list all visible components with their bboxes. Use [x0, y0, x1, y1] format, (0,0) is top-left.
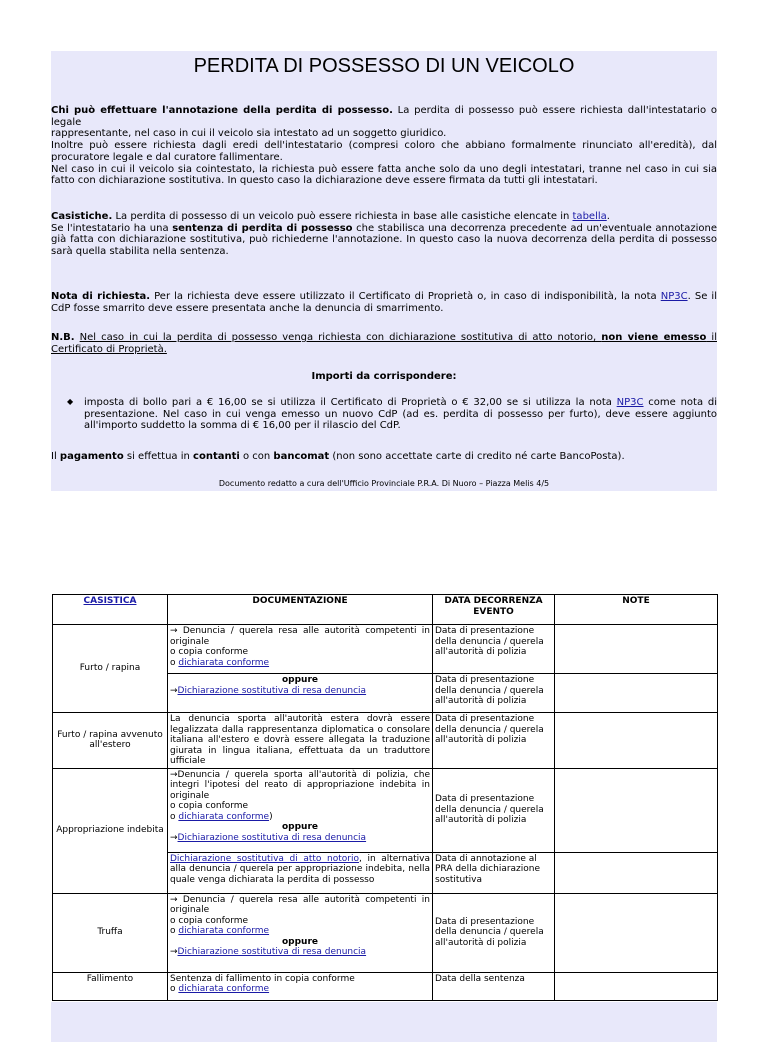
doc-cell: Dichiarazione sostitutiva di atto notorio, in alternativa alla denuncia / querela per appropriazione indebita, nella quale venga dichiarata la perdita di possesso [168, 852, 433, 893]
table-row [53, 713, 718, 769]
importi-bullet-item: imposta di bollo pari a € 16,00 se si utilizza il Certificato di Proprietà o € 32,00 se si utilizza la nota NP3C come nota di presentazione. Nel caso in cui venga emesso un nuovo CdP (ad es. perdita di possesso per furto), deve essere aggiunto all'importo suddetto la somma di € 16,00 per il rilascio del CdP. [84, 397, 717, 432]
casistica-truffa: Truffa [53, 893, 168, 972]
info-panel [51, 51, 717, 491]
data-cell: Data di presentazione della denuncia / querela all'autorità di polizia [433, 713, 555, 769]
data-cell: Data della sentenza [433, 972, 555, 1000]
tabella-link[interactable]: tabella [572, 211, 607, 222]
casistiche-heading: Casistiche. [51, 211, 113, 222]
chi-paragraph: Chi può effettuare l'annotazione della perdita di possesso. La perdita di possesso può essere richiesta dall'intestatario o legale rappresentante, nel caso in cui il veicolo sia intestato ad un soggetto giuridico. Inoltre può essere richiesta dagli eredi dell'intestatario (compresi coloro che abbiano formalmente rinunciato all'eredità), dal procuratore legale e dal curatore fallimentare. Nel caso in cui il veicolo sia cointestato, la richiesta può essere fatta anche solo da uno degli intestatari, tranne nel caso in cui sia fatto con dichiarazione sostitutiva. In questo caso la dichiarazione deve essere firmata da tutti gli intestatari. [51, 105, 717, 187]
chi-heading: Chi può effettuare l'annotazione della perdita di possesso. [51, 105, 393, 116]
footer-note: Documento redatto a cura dell'Ufficio Provinciale P.R.A. Di Nuoro – Piazza Melis 4/5 [218, 479, 550, 488]
doc-cell: oppure →Dichiarazione sostitutiva di resa denuncia [168, 674, 433, 713]
casistica-fallimento: Fallimento [53, 972, 168, 1000]
casistiche-paragraph: Casistiche. La perdita di possesso di un veicolo può essere richiesta in base alle casistiche elencate in tabella. Se l'intestatario ha una sentenza di perdita di possesso che stabilisca una decorrenza precedente ad un'eventuale annotazione già fatta con dichiarazione sostitutiva, può richiederne l'annotazione. In questo caso la nuova decorrenza della perdita di possesso sarà quella stabilita nella sentenza. [51, 211, 717, 258]
bullet-icon: ◆ [67, 397, 74, 406]
note-cell [555, 768, 718, 852]
note-cell [555, 972, 718, 1000]
data-cell: Data di presentazione della denuncia / querela all'autorità di polizia [433, 893, 555, 972]
doc-cell: → Denuncia / querela resa alle autorità competenti in originale o copia conforme o dichiarata conforme oppure →Dichiarazione sostitutiva di resa denuncia [168, 893, 433, 972]
note-cell [555, 713, 718, 769]
header-documentazione: DOCUMENTAZIONE [168, 595, 433, 625]
note-cell [555, 852, 718, 893]
np3c-link[interactable]: NP3C [660, 291, 688, 302]
importi-heading: Importi da corrispondere: [311, 371, 457, 382]
data-cell: Data di presentazione della denuncia / querela all'autorità di polizia [433, 674, 555, 713]
page-title: PERDITA DI POSSESSO DI UN VEICOLO [193, 55, 575, 77]
header-note: NOTE [555, 595, 718, 625]
bottom-panel [51, 1002, 717, 1042]
doc-cell: Sentenza di fallimento in copia conforme o dichiarata conforme [168, 972, 433, 1000]
header-data: DATA DECORRENZA EVENTO [433, 595, 555, 625]
table-header-row [53, 595, 718, 625]
note-cell [555, 674, 718, 713]
data-cell: Data di presentazione della denuncia / querela all'autorità di polizia [433, 625, 555, 674]
data-cell: Data di presentazione della denuncia / querela all'autorità di polizia [433, 768, 555, 852]
doc-cell: La denuncia sporta all'autorità estera dovrà essere legalizzata dalla rappresentanza diplomatica o consolare italiana all'estero e dovrà essere allegata la traduzione giurata in lingua italiana, effettuata da un traduttore ufficiale [168, 713, 433, 769]
casistica-appropriazione: Appropriazione indebita [53, 768, 168, 893]
table-row [53, 625, 718, 674]
nb-paragraph: N.B. Nel caso in cui la perdita di possesso venga richiesta con dichiarazione sostitutiva di atto notorio, non viene emesso il Certificato di Proprietà. [51, 332, 717, 355]
np3c-link-2[interactable]: NP3C [616, 397, 644, 408]
table-row [53, 768, 718, 852]
casistica-estero: Furto / rapina avvenuto all'estero [53, 713, 168, 769]
doc-cell: →Denuncia / querela sporta all'autorità di polizia, che integri l'ipotesi del reato di appropriazione indebita in originale o copia conforme o dichiarata conforme) oppure →Dichiarazione sostitutiva di resa denuncia [168, 768, 433, 852]
pagamento-paragraph: Il pagamento si effettua in contanti o con bancomat (non sono accettate carte di credito né carte BancoPosta). [51, 451, 625, 462]
casistiche-table [52, 594, 718, 1001]
nota-paragraph: Nota di richiesta. Per la richiesta deve essere utilizzato il Certificato di Proprietà o, in caso di indisponibilità, la nota NP3C. Se il CdP fosse smarrito deve essere presentata anche la denuncia di smarrimento. [51, 291, 717, 314]
note-cell [555, 625, 718, 674]
table-row [53, 893, 718, 972]
nb-label: N.B. [51, 332, 75, 343]
doc-cell: → Denuncia / querela resa alle autorità competenti in originale o copia conforme o dichiarata conforme [168, 625, 433, 674]
note-cell [555, 893, 718, 972]
header-casistica: CASISTICA [53, 595, 168, 625]
nota-heading: Nota di richiesta. [51, 291, 151, 302]
casistica-furto: Furto / rapina [53, 625, 168, 713]
table-row [53, 972, 718, 1000]
data-cell: Data di annotazione al PRA della dichiarazione sostitutiva [433, 852, 555, 893]
